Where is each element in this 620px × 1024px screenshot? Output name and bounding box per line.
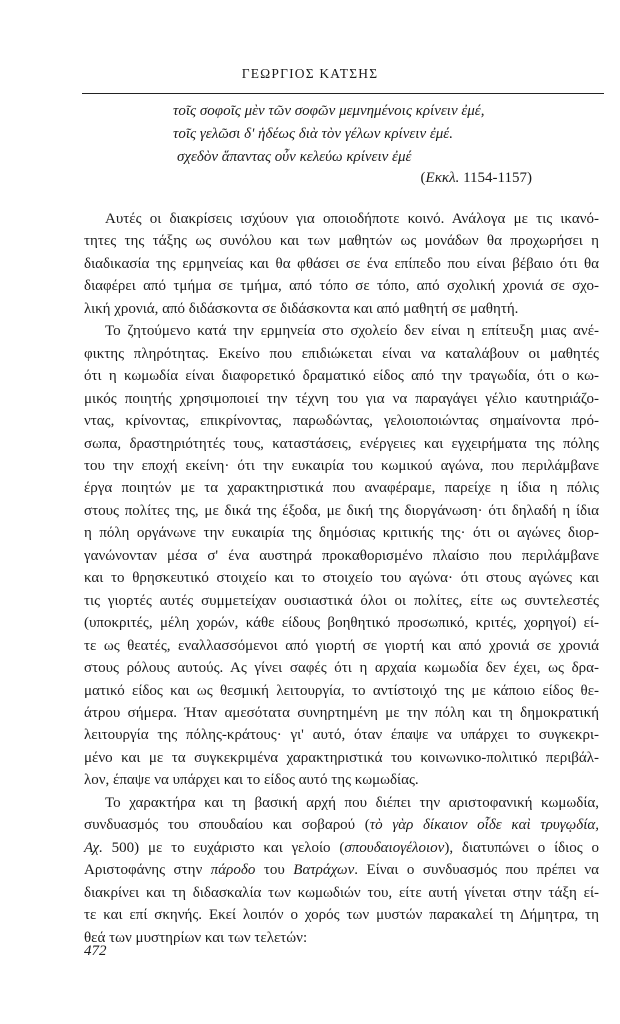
text-line: Το χαρακτήρα και τη βασική αρχή που διέπει την αριστοφανική κωμωδία, bbox=[105, 794, 599, 811]
verse-line: τοῖς σοφοῖς μὲν τῶν σοφῶν μεμνημένοις κρίνειν ἐμέ, bbox=[173, 103, 485, 119]
term-parodos: πάροδο bbox=[210, 862, 256, 879]
text-line: στους ρόλους αυτούς. Ας γίνει σαφές ότι η αρχαία κωμωδία δεν έχει, ως δρα- bbox=[84, 660, 599, 677]
text-line: σωπα, δραστηριότητές τους, καταστάσεις, ενέργειες και εγχειρήματα της πόλης bbox=[84, 435, 599, 452]
text-line bbox=[84, 837, 599, 859]
text-line: διαφέρει από τμήμα σε τμήμα, από τόπο σε τόπο, από σχολική χρονιά σε σχο- bbox=[84, 278, 599, 295]
page-number: 472 bbox=[84, 943, 107, 959]
text-run: συνδυασμός του σπουδαίου και σοβαρού ( bbox=[84, 817, 370, 834]
text-line: του την εποχή εκείνη· ότι την ευκαιρία του κωμικού αγώνα, που περιλάμβανε bbox=[84, 457, 599, 474]
play-title: Βατράχων bbox=[293, 862, 355, 879]
text-line: Αυτές οι διακρίσεις ισχύουν για οποιοδήποτε κοινό. Ανάλογα με τις ικανό- bbox=[105, 211, 599, 227]
text-line: Το ζητούμενο κατά την ερμηνεία στο σχολείο δεν είναι η επίτευξη μιας ανέ- bbox=[105, 323, 599, 340]
running-head: ΓΕΩΡΓΙΟΣ ΚΑΤΣΗΣ bbox=[241, 66, 379, 81]
citation-lines: 1154-1157) bbox=[459, 170, 532, 186]
text-line: τις γιορτές αυτές συμμετείχαν ουσιαστικά όλοι οι πολίτες, είτε ως συντελεστές bbox=[84, 592, 599, 609]
text-line: άτρου σήμερα. Ήταν αμεσότατα συνηρτημένη με την πόλη και τη δημοκρατική bbox=[84, 704, 599, 721]
paragraph-1 bbox=[84, 208, 599, 320]
text-line: λειτουργία της πόλης-κράτους· γι' αυτό, όταν έπαψε να υπάρχει το συγκεκρι- bbox=[84, 727, 599, 744]
text-line: ντας, κρίνοντας, επικρίνοντας, παρωδώντας, γελοιοποιώντας σημαίνοντα πρό- bbox=[84, 413, 599, 430]
text-line: λον, έπαψε να υπάρχει και το είδος αυτό της κωμωδίας. bbox=[84, 772, 419, 789]
text-line: και το θρησκευτικό στοιχείο και το στοιχείο του αγώνα· ότι στους αγώνες και bbox=[84, 570, 599, 587]
verse-quotation bbox=[173, 100, 573, 169]
text-line: φικτης πληρότητας. Εκείνο που επιδιώκεται είναι να καταλάβουν οι μαθητές bbox=[84, 345, 599, 362]
header-rule bbox=[82, 93, 604, 94]
text-line: τε ως θεατές, εναλλασσόμενοι από γιορτή σε γιορτή και από χρονιά σε χρονιά bbox=[84, 637, 599, 654]
term-spoudaiogeloion: σπουδαιογέλοιον bbox=[344, 839, 445, 856]
greek-quote: τὸ γὰρ δίκαιον οἶδε καὶ τρυγῳδία, bbox=[369, 817, 600, 834]
verse-citation bbox=[372, 170, 532, 187]
text-line bbox=[84, 859, 599, 881]
text-line: διακρίνει και τη διδασκαλία των κωμωδιών του, είτε αυτή γίνεται στην τάξη εί- bbox=[84, 884, 599, 901]
text-line: γανώνονταν μέσα σ' ένα αυστηρά προκαθορισμένο πλαίσιο που περιλάμβανε bbox=[84, 547, 599, 564]
text-line: στους πολίτες της, με δικά της έξοδα, με δική της διοργάνωση· ότι δηλαδή η ίδια bbox=[84, 502, 599, 519]
text-run: ), διατυπώνει ο ίδιος ο bbox=[444, 839, 599, 856]
paragraph-2 bbox=[84, 320, 599, 792]
text-line: τε και επί σκηνής. Εκεί λοιπόν ο χορός των μυστών παρακαλεί τη Δήμητρα, τη bbox=[84, 907, 599, 924]
text-line: λική χρονιά, από διδάσκοντα σε διδάσκοντα και από μαθητή σε μαθητή. bbox=[84, 300, 519, 317]
citation-work: Εκκλ. bbox=[425, 170, 460, 186]
verse-line: τοῖς γελῶσι δ' ἡδέως διὰ τὸν γέλων κρίνειν ἐμέ. bbox=[173, 126, 453, 142]
text-run: του bbox=[255, 862, 294, 879]
text-line: μικός ποιητής χρησιμοποιεί την τέχνη του για να παραγάγει γέλιο καυτηριάζο- bbox=[84, 390, 599, 407]
verse-line: σχεδὸν ἅπαντας οὖν κελεύω κρίνειν ἐμέ bbox=[177, 149, 412, 165]
text-line: διαδικασία της ερμηνείας και θα φθάσει σε ένα επίπεδο που είναι βέβαιο ότι θα bbox=[84, 255, 599, 272]
text-line bbox=[84, 814, 599, 836]
body-text bbox=[84, 208, 599, 949]
text-line: (υποκριτές, μέλη χορών, κάθε είδους βοηθητικό προσωπικό, κριτές, χορηγοί) εί- bbox=[84, 615, 599, 632]
text-run: . Είναι ο συνδυασμός που πρέπει να bbox=[354, 862, 599, 879]
citation-open: ( bbox=[420, 170, 426, 186]
text-line: ότι η κωμωδία είναι διαφορετικό δραματικό είδος από την τραγωδία, ότι ο κω- bbox=[84, 368, 599, 385]
text-line: τητες της τάξης ως συνόλου και των μαθητών ως μονάδων θα προχωρήσει η bbox=[84, 233, 599, 250]
text-line: έργα ποιητών με τα χαρακτηριστικά που αναφέραμε, παρείχε η ίδια η πόλις bbox=[84, 480, 599, 497]
text-line: ματικό είδος και ως θεσμική λειτουργία, το αντίστοιχό της με κάποιο είδος θε- bbox=[84, 682, 599, 699]
text-run: Αριστοφάνης στην bbox=[84, 862, 211, 879]
text-run: 500) με το ευχάριστο και γελοίο ( bbox=[102, 839, 345, 856]
work-abbreviation: Αχ. bbox=[84, 839, 103, 856]
paragraph-3 bbox=[84, 792, 599, 949]
text-line: μένο και με τα συγκεκριμένα χαρακτηριστικά του κοινωνικο-πολιτικό περιβάλ- bbox=[84, 749, 599, 766]
text-line: θεά των μυστηρίων και των τελετών: bbox=[84, 929, 308, 946]
text-line: η πόλη οργάνωνε την ευκαιρία της δημόσιας κριτικής της· ότι οι αγώνες διορ- bbox=[84, 525, 599, 542]
